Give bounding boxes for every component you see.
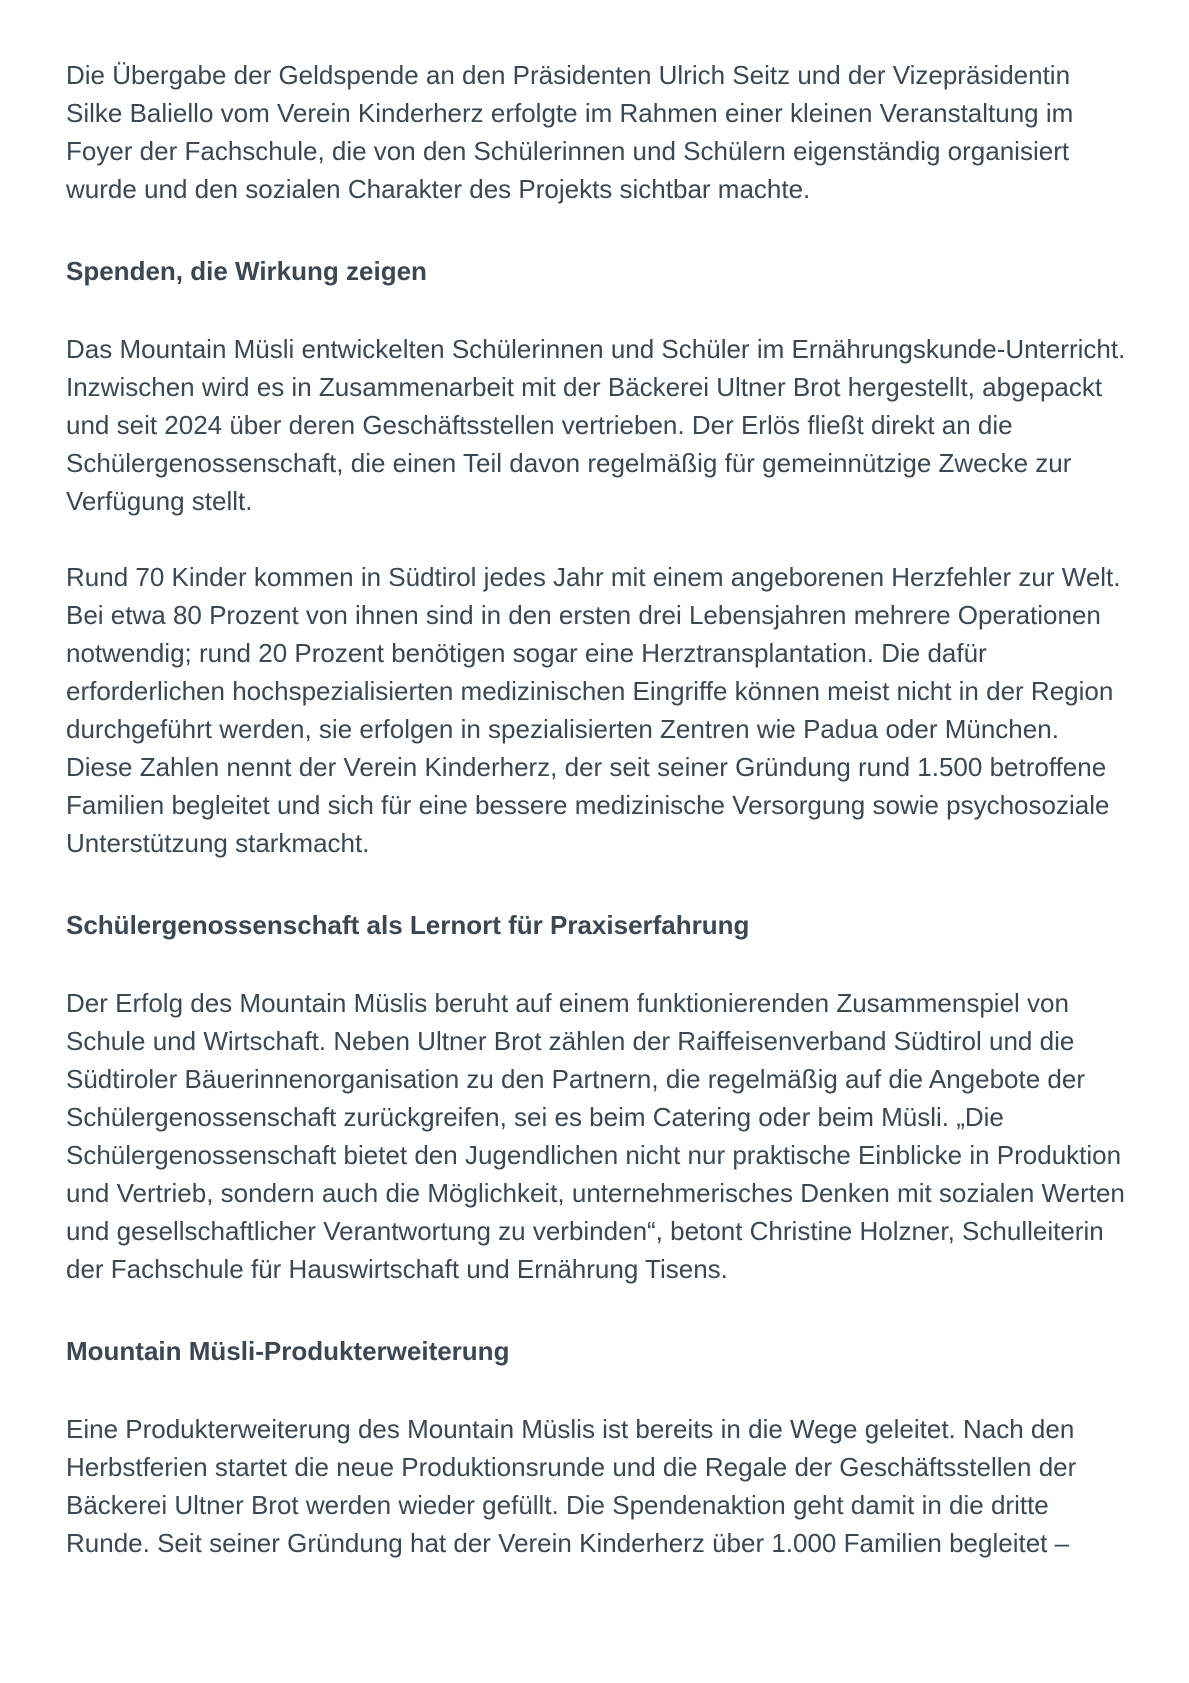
paragraph-kinderherz-zahlen: Rund 70 Kinder kommen in Südtirol jedes Jahr mit einem angeborenen Herzfehler zur Welt. Bei etwa 80 Prozent von ihnen sind in den ersten drei Lebensjahren mehrere Operationen notwendig; rund 20 Prozent benötigen sogar eine Herztransplantation. Die dafür erforderlichen hochspezialisierten medizinischen Eingriffe können meist nicht in der Region durchgeführt werden, sie erfolgen in spezialisierten Zentren wie Padua oder München. Diese Zahlen nennt der Verein Kinderherz, der seit seiner Gründung rund 1.500 betroffene Familien begleitet und sich für eine bessere medizinische Versorgung sowie psychosoziale Unterstützung starkmacht. <box>66 562 1121 858</box>
paragraph-erfolg-zusammenspiel: Der Erfolg des Mountain Müslis beruht auf einem funktionierenden Zusammenspiel von Schule und Wirtschaft. Neben Ultner Brot zählen der Raiffeisenverband Südtirol und die Südtiroler Bäuerinnenorganisation zu den Partnern, die regelmäßig auf die Angebote der Schülergenossenschaft zurückgreifen, sei es beim Catering oder beim Müsli. „Die Schülergenossenschaft bietet den Jugendlichen nicht nur praktische Einblicke in Produktion und Vertrieb, sondern auch die Möglichkeit, unternehmerisches Denken mit sozialen Werten und gesellschaftlicher Verantwortung zu verbinden“, betont Christine Holzner, Schulleiterin der Fachschule für Hauswirtschaft und Ernährung Tisens. <box>66 988 1125 1284</box>
paragraph-produkterweiterung-ausblick: Eine Produkterweiterung des Mountain Müslis ist bereits in die Wege geleitet. Nach den Herbstferien startet die neue Produktionsrunde und die Regale der Geschäftsstellen der Bäckerei Ultner Brot werden wieder gefüllt. Die Spendenaktion geht damit in die dritte Runde. Seit seiner Gründung hat der Verein Kinderherz über 1.000 Familien begleitet – <box>66 1414 1077 1558</box>
paragraph-donation-handover: Die Übergabe der Geldspende an den Präsidenten Ulrich Seitz und der Vizepräsidentin Silke Baliello vom Verein Kinderherz erfolgte im Rahmen einer kleinen Veranstaltung im Foyer der Fachschule, die von den Schülerinnen und Schülern eigenständig organisiert wurde und den sozialen Charakter des Projekts sichtbar machte. <box>66 60 1074 204</box>
heading-schuelergenossenschaft-lernort: Schülergenossenschaft als Lernort für Praxiserfahrung <box>66 910 750 940</box>
heading-spenden-wirkung: Spenden, die Wirkung zeigen <box>66 256 427 286</box>
paragraph-mountain-muesli-entwicklung: Das Mountain Müsli entwickelten Schülerinnen und Schüler im Ernährungskunde-Unterricht. Inzwischen wird es in Zusammenarbeit mit der Bäckerei Ultner Brot hergestellt, abgepackt und seit 2024 über deren Geschäftsstellen vertrieben. Der Erlös fließt direkt an die Schülergenossenschaft, die einen Teil davon regelmäßig für gemeinnützige Zwecke zur Verfügung stellt. <box>66 334 1126 516</box>
article-body <box>66 56 1130 1562</box>
heading-produkterweiterung: Mountain Müsli-Produkterweiterung <box>66 1336 510 1366</box>
